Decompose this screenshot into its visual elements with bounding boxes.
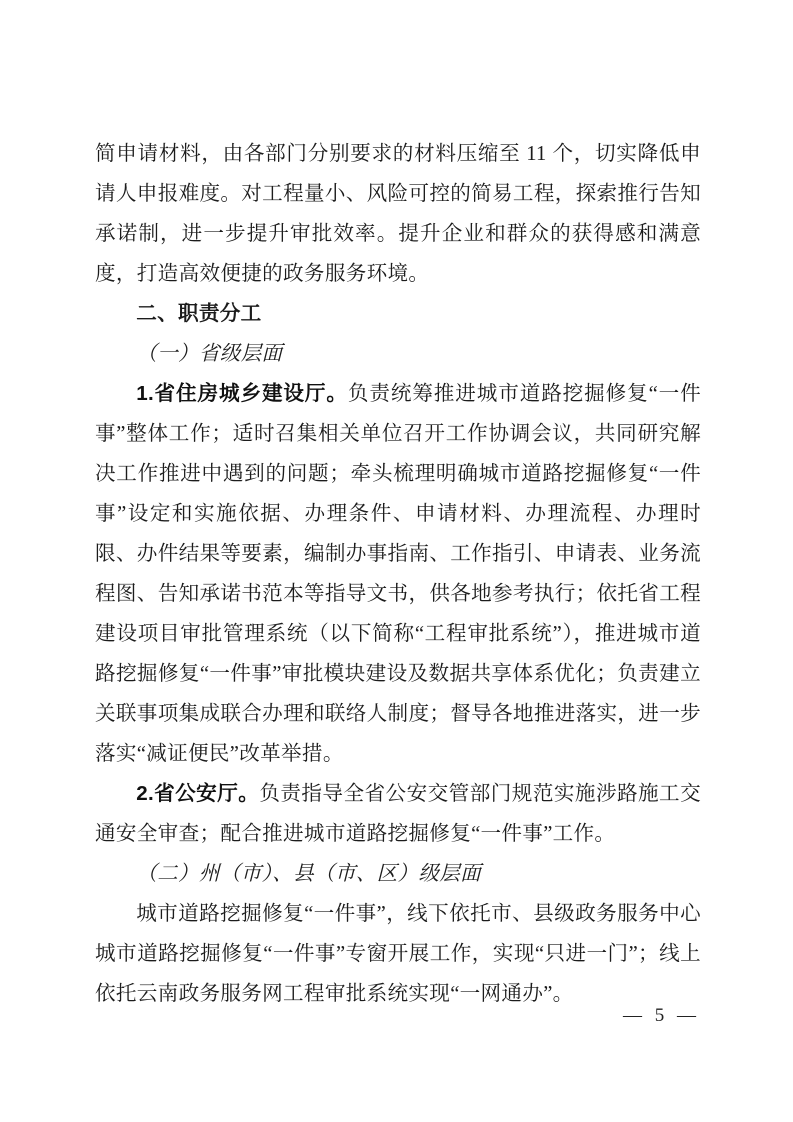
paragraph-final: 城市道路挖掘修复“一件事”，线下依托市、县级政务服务中心城市道路挖掘修复“一件事”专窗开展工作，实现“只进一门”；线上依托云南政务服务网工程审批系统实现“一网通办”。 — [95, 903, 701, 1005]
subheading-city-county-level: （二）州（市）、县（市、区）级层面 — [136, 863, 482, 885]
section-heading-duties: 二、职责分工 — [136, 302, 262, 325]
page-number: — 5 — — [623, 1005, 700, 1026]
paragraph-dept-housing — [95, 374, 701, 774]
subheading-provincial-level: （一）省级层面 — [136, 343, 283, 365]
dept-housing-lead: 1.省住房城乡建设厅。 — [136, 382, 348, 405]
dept-housing-text: 负责统筹推进城市道路挖掘修复“一件事”整体工作；适时召集相关单位召开工作协调会议，共同研究解决工作推进中遇到的问题；牵头梳理明确城市道路挖掘修复“一件事”设定和实施依据、办理条件、申请材料、办理流程、办理时限、办件结果等要素，编制办事指南、工作指引、申请表、业务流程图、告知承诺书范本等指导文书，供各地参考执行；依托省工程建设项目审批管理系统（以下简称“工程审批系统”），推进城市道路挖掘修复“一件事”审批模块建设及数据共享体系优化；负责建立关联事项集成联合办理和联络人制度；督导各地推进落实，进一步落实“减证便民”改革举措。 — [95, 383, 701, 765]
dept-police-lead: 2.省公安厅。 — [136, 782, 260, 805]
dept-police-text: 负责指导全省公安交管部门规范实施涉路施工交通安全审查；配合推进城市道路挖掘修复“一件事”工作。 — [95, 783, 701, 845]
document-body — [95, 134, 701, 1014]
paragraph-continuation: 简申请材料，由各部门分别要求的材料压缩至 11 个，切实降低申请人申报难度。对工程量小、风险可控的简易工程，探索推行告知承诺制，进一步提升审批效率。提升企业和群众的获得感和满意度，打造高效便捷的政务服务环境。 — [95, 143, 701, 285]
paragraph-dept-police — [95, 774, 701, 854]
